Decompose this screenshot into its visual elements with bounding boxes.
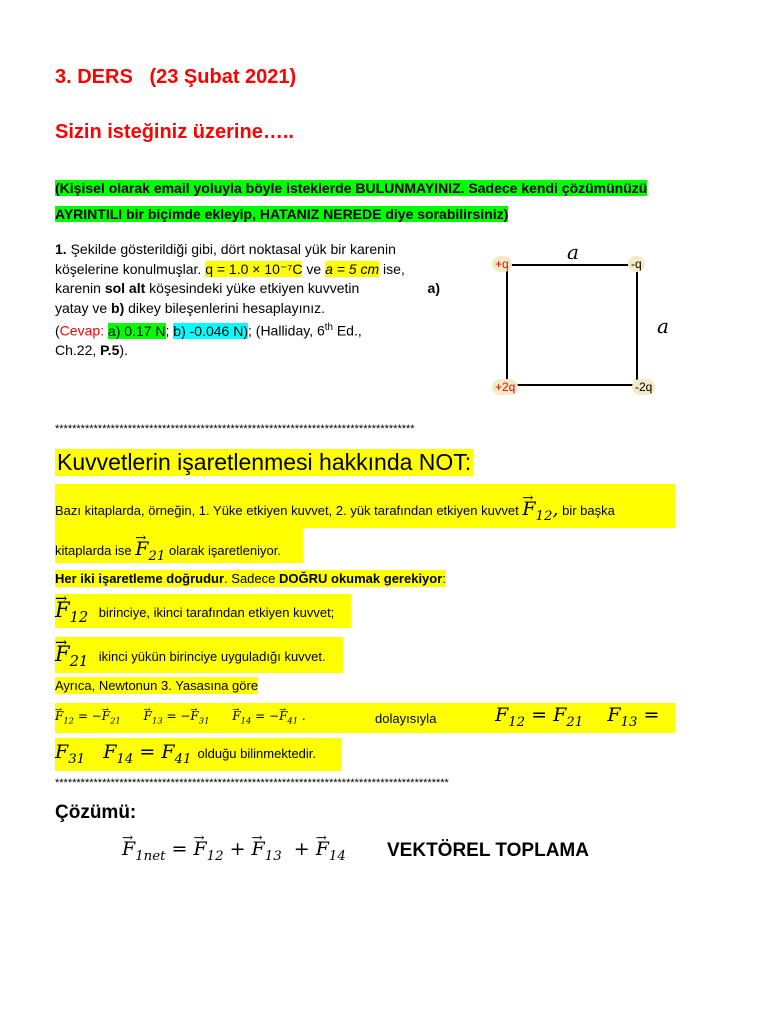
- warning-line-1: (Kişisel olarak email yoluyla böyle isteklerde BULUNMAYINIZ. Sadece kendi çözümünüzü: [55, 180, 648, 196]
- note-p3-bold-1: Her iki işaretleme doğrudur: [55, 571, 225, 586]
- magnitude-equations-1: $F_{12} = F_{21}$ $F_{13}$ =: [495, 704, 660, 730]
- eq-f12-vec: [55, 709, 63, 723]
- problem-line: [55, 240, 440, 260]
- f21-def-subscript: 21: [69, 653, 89, 671]
- mag-f14-sub: 14: [116, 751, 134, 767]
- note-p3-mid: . Sadece: [224, 571, 276, 586]
- sum-f13-sub: 13: [264, 848, 282, 864]
- note-paragraph-1-text: [55, 498, 615, 524]
- side-label-right: a: [657, 314, 669, 338]
- separator-2: ********************************************************************************************: [55, 777, 449, 789]
- problem-line-1: Şekilde gösterildiği gibi, dört noktasal yük bir karenin: [70, 241, 396, 257]
- sum-f12-vec: [193, 838, 206, 860]
- known-text: olduğu bilinmektedir.: [197, 746, 317, 761]
- problem-line-2b: ve: [306, 260, 322, 277]
- answer-line: (Cevap: a) 0.17 N; b) -0.046 N); (Halliday, 6th Ed.,: [55, 322, 362, 339]
- sum-f13-vec: [252, 838, 265, 860]
- eq-f-letter: F: [143, 709, 152, 723]
- square: [506, 264, 638, 386]
- note-paragraph-3: [55, 570, 446, 587]
- a-value: a = 5 cm: [325, 260, 380, 277]
- mag-f13-sub: 13: [620, 714, 638, 730]
- subtitle: Sizin isteğiniz üzerine…..: [55, 121, 294, 143]
- definition-f21-text: ikinci yükün birinciye uyguladığı kuvvet.: [98, 649, 326, 664]
- problem-line-2a: köşelerine konulmuşlar.: [55, 260, 202, 277]
- sum-f-letter: F: [193, 838, 207, 860]
- definition-f21: [55, 637, 343, 673]
- note-p2-text-b: olarak işaretleniyor.: [168, 543, 281, 558]
- reference-chapter: Ch.22,: [55, 342, 97, 359]
- sum-f12-sub: 12: [206, 848, 224, 864]
- problem-line-3b: köşesindeki yüke etkiyen kuvvetin: [149, 280, 360, 296]
- eq-f12-sub: 12: [63, 715, 74, 726]
- problem-line-3-bold: sol alt: [104, 280, 146, 296]
- problem-line-2c: ise,: [383, 260, 405, 277]
- sum-f14-vec: [316, 838, 329, 860]
- f12-def-subscript: 12: [69, 609, 89, 627]
- mag-f-letter: F: [55, 741, 69, 763]
- reference-end: Ed.,: [332, 322, 362, 339]
- eq-dot: .: [301, 709, 306, 723]
- mag-f12-sub: 12: [508, 714, 526, 730]
- eq-f41-sub: 41: [287, 715, 299, 726]
- sum-f-letter: F: [315, 838, 329, 860]
- reference-line: [55, 341, 440, 361]
- note-paragraph-2: [55, 528, 303, 563]
- f12-def-symbol: [55, 598, 70, 622]
- part-a-label: a): [427, 280, 440, 296]
- magnitude-equations-2: [55, 738, 341, 771]
- note-p3-bold-2: DOĞRU okumak gerekiyor: [279, 571, 443, 586]
- vector-addition-title: VEKTÖREL TOPLAMA: [387, 840, 589, 861]
- problem-number: 1.: [55, 241, 67, 257]
- definition-f12: [55, 594, 351, 628]
- eq-f21-sub: 21: [110, 715, 121, 726]
- f12-subscript: 12: [535, 508, 553, 524]
- newton-line: Ayrıca, Newtonun 3. Yasasına göre: [55, 678, 259, 693]
- sum-f14-sub: 14: [328, 848, 346, 864]
- f21-letter: F: [135, 538, 149, 560]
- charge-bottom-left: +2q: [492, 379, 518, 395]
- net-f-sub: 1net: [135, 848, 166, 864]
- q-value: q = 1.0 × 10⁻⁷C: [205, 260, 303, 277]
- problem-line-4b: dikey bileşenlerini hesaplayınız.: [128, 299, 326, 316]
- definition-f12-content: [55, 598, 334, 626]
- note-heading: Kuvvetlerin işaretlenmesi hakkında NOT:: [57, 449, 472, 475]
- mag-f-letter: F: [553, 704, 567, 726]
- problem-line-4a: yatay ve: [55, 299, 108, 316]
- eq-minus: = −: [77, 709, 102, 723]
- warning-line-2: AYRINTILI bir biçimde ekleyip, HATANIZ NEREDE diye sorabilirsiniz): [55, 206, 509, 222]
- answer-a: a) 0.17 N: [107, 322, 166, 339]
- solution-heading: Çözümü:: [55, 802, 137, 823]
- f12-symbol: [522, 498, 535, 520]
- therefore-word: dolayısıyla: [375, 711, 437, 726]
- definition-f21-content: [55, 642, 326, 670]
- eq-minus: = −: [255, 709, 280, 723]
- eq-f13-vec: [144, 709, 152, 723]
- eq-f31-vec: [190, 709, 198, 723]
- f12-def-letter: F: [55, 598, 70, 622]
- charge-top-right: -q: [628, 256, 645, 272]
- problem-line: [55, 279, 440, 299]
- definition-f12-text: birinciye, ikinci tarafından etkiyen kuvvet;: [98, 605, 335, 620]
- mag-f-letter: F: [103, 741, 117, 763]
- separator: ************************************************************************************: [55, 423, 415, 435]
- side-label-top: a: [567, 240, 579, 264]
- eq-f-letter: F: [101, 709, 111, 723]
- eq-f-letter: F: [279, 709, 288, 723]
- reference: ; (Halliday, 6: [248, 322, 325, 339]
- reference-problem: P.5: [100, 342, 120, 359]
- eq-f14-vec: [232, 709, 240, 723]
- problem-line: [55, 260, 440, 280]
- net-f-vec: [122, 838, 135, 860]
- eq-f-letter: F: [232, 709, 241, 723]
- note-paragraph-2-text: [55, 538, 281, 564]
- charge-top-left: +q: [492, 256, 512, 272]
- answer-b: b) -0.046 N): [173, 322, 248, 339]
- eq-f-letter: F: [190, 709, 199, 723]
- reference-sup: th: [324, 322, 333, 333]
- net-f-letter: F: [122, 838, 136, 860]
- lesson-title: 3. DERS (23 Şubat 2021): [55, 66, 297, 88]
- note-p3-end: :: [442, 571, 446, 586]
- magnitude-equations-2-content: $F_{31}$ $F_{14} = F_{41}$ olduğu bilinmektedir.: [55, 741, 317, 767]
- answer-separator: ;: [165, 322, 170, 339]
- eq-f-letter: F: [55, 709, 64, 723]
- newton-equations: [55, 703, 675, 733]
- problem-text: [55, 240, 440, 361]
- note-p2-text-a: kitaplarda ise: [55, 543, 132, 558]
- mag-f31-sub: 31: [68, 751, 86, 767]
- problem-line-3a: karenin: [55, 280, 101, 296]
- sum-f-letter: F: [251, 838, 265, 860]
- eq-f14-sub: 14: [240, 715, 252, 726]
- f12-comma: ,: [552, 498, 559, 520]
- charge-bottom-right: -2q: [632, 379, 655, 395]
- f21-symbol: [135, 538, 148, 560]
- warning-note: [55, 175, 647, 227]
- mag-f21-sub: 21: [566, 714, 584, 730]
- mag-f-letter: F: [607, 704, 621, 726]
- square-diagram: [488, 238, 688, 403]
- eq-f21-vec: [102, 709, 110, 723]
- eq-f31-sub: 31: [198, 715, 210, 726]
- problem-line: [55, 299, 440, 319]
- net-force-equation: → $F_{1net}$ = → $F_{12}$ + → $F_{13}$ + → $F_{14}$: [122, 838, 346, 864]
- vector-equations: [55, 709, 306, 725]
- eq-minus: = −: [166, 709, 191, 723]
- note-paragraph-1: [55, 484, 675, 528]
- f12-letter: F: [522, 498, 536, 520]
- mag-f-letter: F: [161, 741, 175, 763]
- part-b-label: b): [111, 299, 125, 316]
- eq-f13-sub: 13: [151, 715, 163, 726]
- note-p1-text-b: bir başka: [562, 503, 615, 518]
- answer-label: Cevap:: [59, 322, 105, 339]
- note-p1-text-a: Bazı kitaplarda, örneğin, 1. Yüke etkiyen kuvvet, 2. yük tarafından etkiyen kuvvet: [55, 503, 519, 518]
- mag-f-letter: F: [495, 704, 509, 726]
- f21-def-letter: F: [55, 642, 70, 666]
- mag-f41-sub: 41: [174, 751, 192, 767]
- eq-f41-vec: [279, 709, 287, 723]
- f21-subscript: 21: [148, 548, 166, 564]
- f21-def-symbol: [55, 642, 70, 666]
- reference-close: ).: [119, 342, 128, 359]
